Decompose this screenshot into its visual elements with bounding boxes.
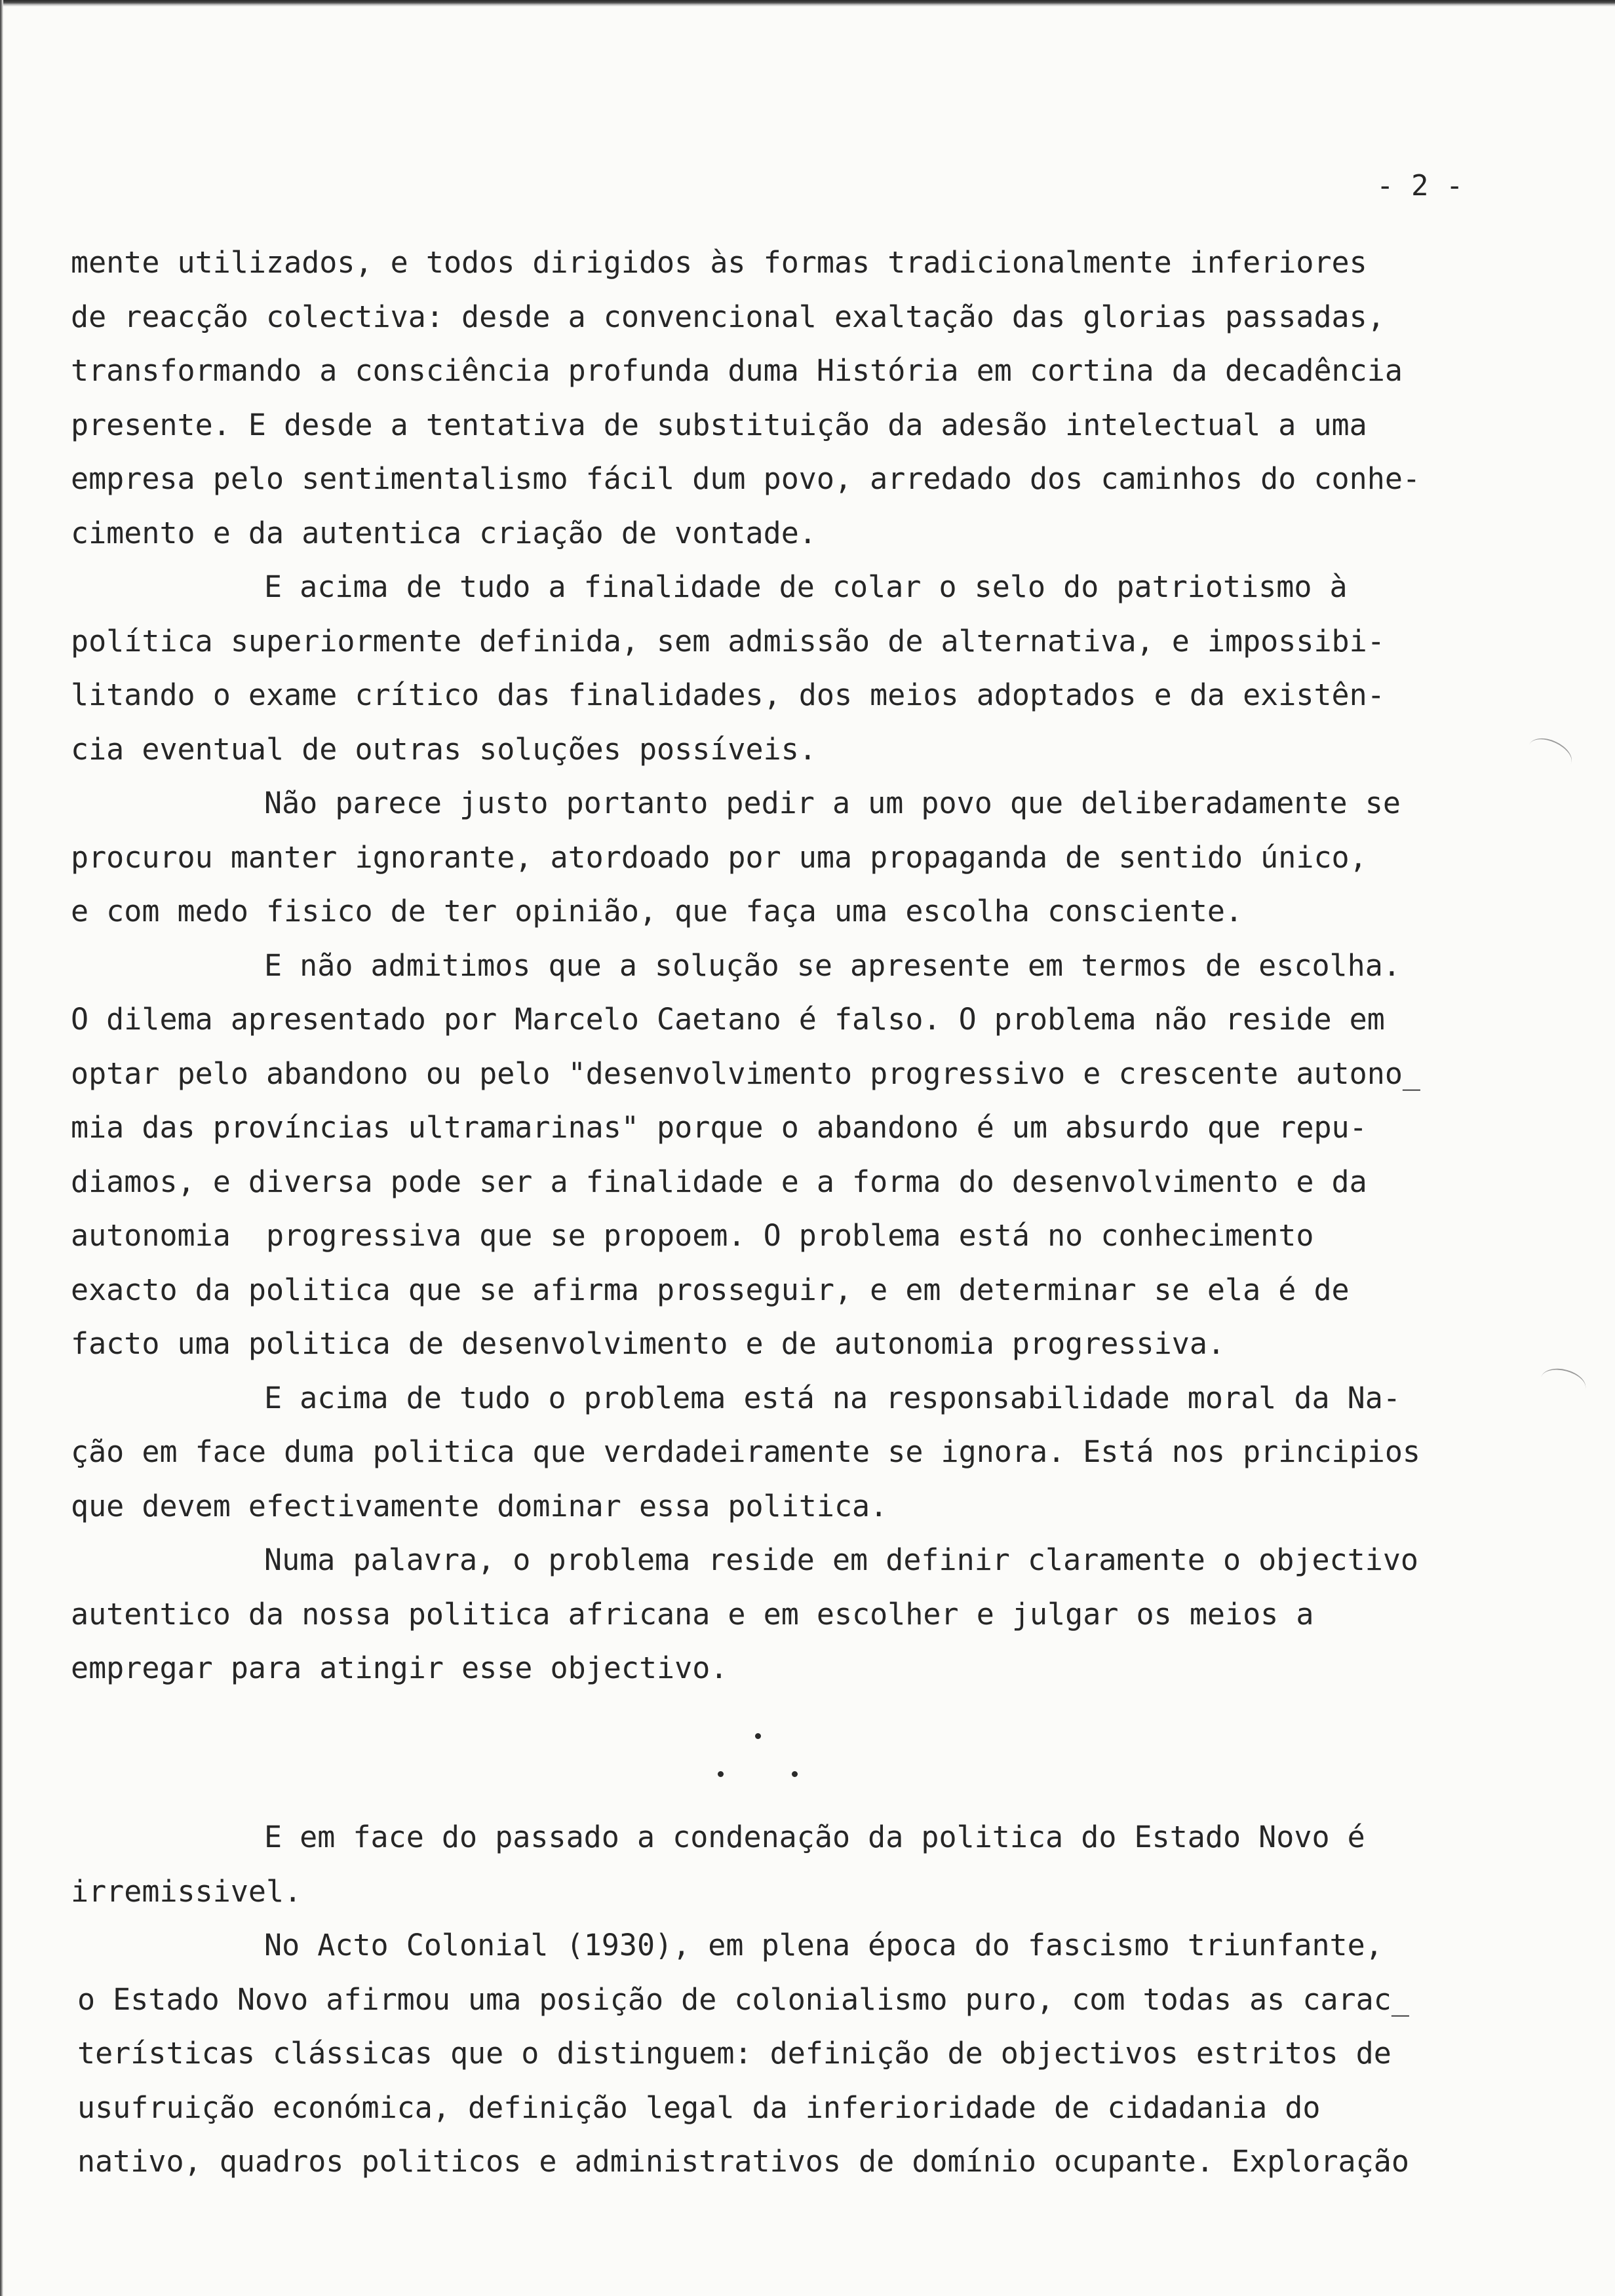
section-separator-dots	[708, 1720, 813, 1792]
text-line: optar pelo abandono ou pelo "desenvolvimento progressivo e crescente autono_	[71, 1056, 1421, 1091]
text-line-indented: E acima de tudo o problema está na responsabilidade moral da Na-	[264, 1380, 1401, 1415]
page-top-edge	[0, 0, 1615, 7]
text-line: facto uma politica de desenvolvimento e de autonomia progressiva.	[71, 1326, 1225, 1361]
text-line: diamos, e diversa pode ser a finalidade e a forma do desenvolvimento e da	[71, 1164, 1367, 1199]
text-line: mente utilizados, e todos dirigidos às formas tradicionalmente inferiores	[71, 245, 1367, 280]
text-line: ção em face duma politica que verdadeiramente se ignora. Está nos principios	[71, 1434, 1421, 1469]
text-line-indented: E acima de tudo a finalidade de colar o selo do patriotismo à	[264, 569, 1348, 604]
text-line: autonomia progressiva que se propoem. O problema está no conhecimento	[71, 1218, 1314, 1253]
text-block-bottom	[0, 1810, 1409, 2189]
text-line-indented: Numa palavra, o problema reside em definir claramente o objectivo	[264, 1542, 1418, 1577]
text-line: terísticas clássicas que o distinguem: definição de objectivos estritos de	[77, 2036, 1391, 2071]
text-line-indented: E não admitimos que a solução se apresente em termos de escolha.	[264, 947, 1401, 983]
text-line: empregar para atingir esse objectivo.	[71, 1651, 728, 1685]
margin-pencil-mark	[1538, 1364, 1589, 1403]
text-line: transformando a consciência profunda duma História em cortina da decadência	[71, 353, 1403, 388]
text-line: nativo, quadros politicos e administrativos de domínio ocupante. Exploração	[77, 2144, 1409, 2179]
text-line: cimento e da autentica criação de vontade.	[71, 515, 817, 550]
text-line: política superiormente definida, sem admissão de alternativa, e impossibi-	[71, 623, 1385, 659]
margin-pencil-mark	[1523, 732, 1576, 776]
text-line: autentico da nossa politica africana e em escolher e julgar os meios a	[71, 1596, 1314, 1632]
text-line: litando o exame crítico das finalidades, dos meios adoptados e da existên-	[71, 678, 1385, 712]
text-line: que devem efectivamente dominar essa politica.	[71, 1488, 888, 1523]
text-line-indented: No Acto Colonial (1930), em plena época do fascismo triunfante,	[264, 1928, 1383, 1962]
text-line: de reacção colectiva: desde a convencional exaltação das glorias passadas,	[71, 299, 1385, 334]
separator-dot	[755, 1733, 761, 1739]
text-line: e com medo fisico de ter opinião, que faça uma escolha consciente.	[71, 894, 1243, 928]
page-number: - 2 -	[1376, 169, 1464, 202]
text-line: empresa pelo sentimentalismo fácil dum povo, arredado dos caminhos do conhe-	[71, 461, 1421, 496]
text-block-top	[0, 236, 1420, 1696]
separator-dot	[718, 1771, 724, 1777]
text-line: usufruição económica, definição legal da inferioridade de cidadania do	[77, 2090, 1321, 2125]
separator-dot	[792, 1771, 798, 1777]
text-line: cia eventual de outras soluções possíveis.	[71, 731, 817, 767]
text-line: exacto da politica que se afirma prosseguir, e em determinar se ela é de	[71, 1272, 1350, 1307]
text-line-indented: Não parece justo portanto pedir a um povo que deliberadamente se	[264, 786, 1401, 820]
text-line: irremissivel.	[71, 1873, 302, 1909]
text-line: procurou manter ignorante, atordoado por uma propaganda de sentido único,	[71, 839, 1367, 875]
text-line: o Estado Novo afirmou uma posição de colonialismo puro, com todas as carac_	[77, 1981, 1409, 2017]
text-line: mia das províncias ultramarinas" porque o abandono é um absurdo que repu-	[71, 1110, 1367, 1145]
text-line: presente. E desde a tentativa de substituição da adesão intelectual a uma	[71, 407, 1367, 442]
text-line: O dilema apresentado por Marcelo Caetano é falso. O problema não reside em	[71, 1002, 1385, 1037]
text-line-indented: E em face do passado a condenação da politica do Estado Novo é	[264, 1820, 1365, 1854]
